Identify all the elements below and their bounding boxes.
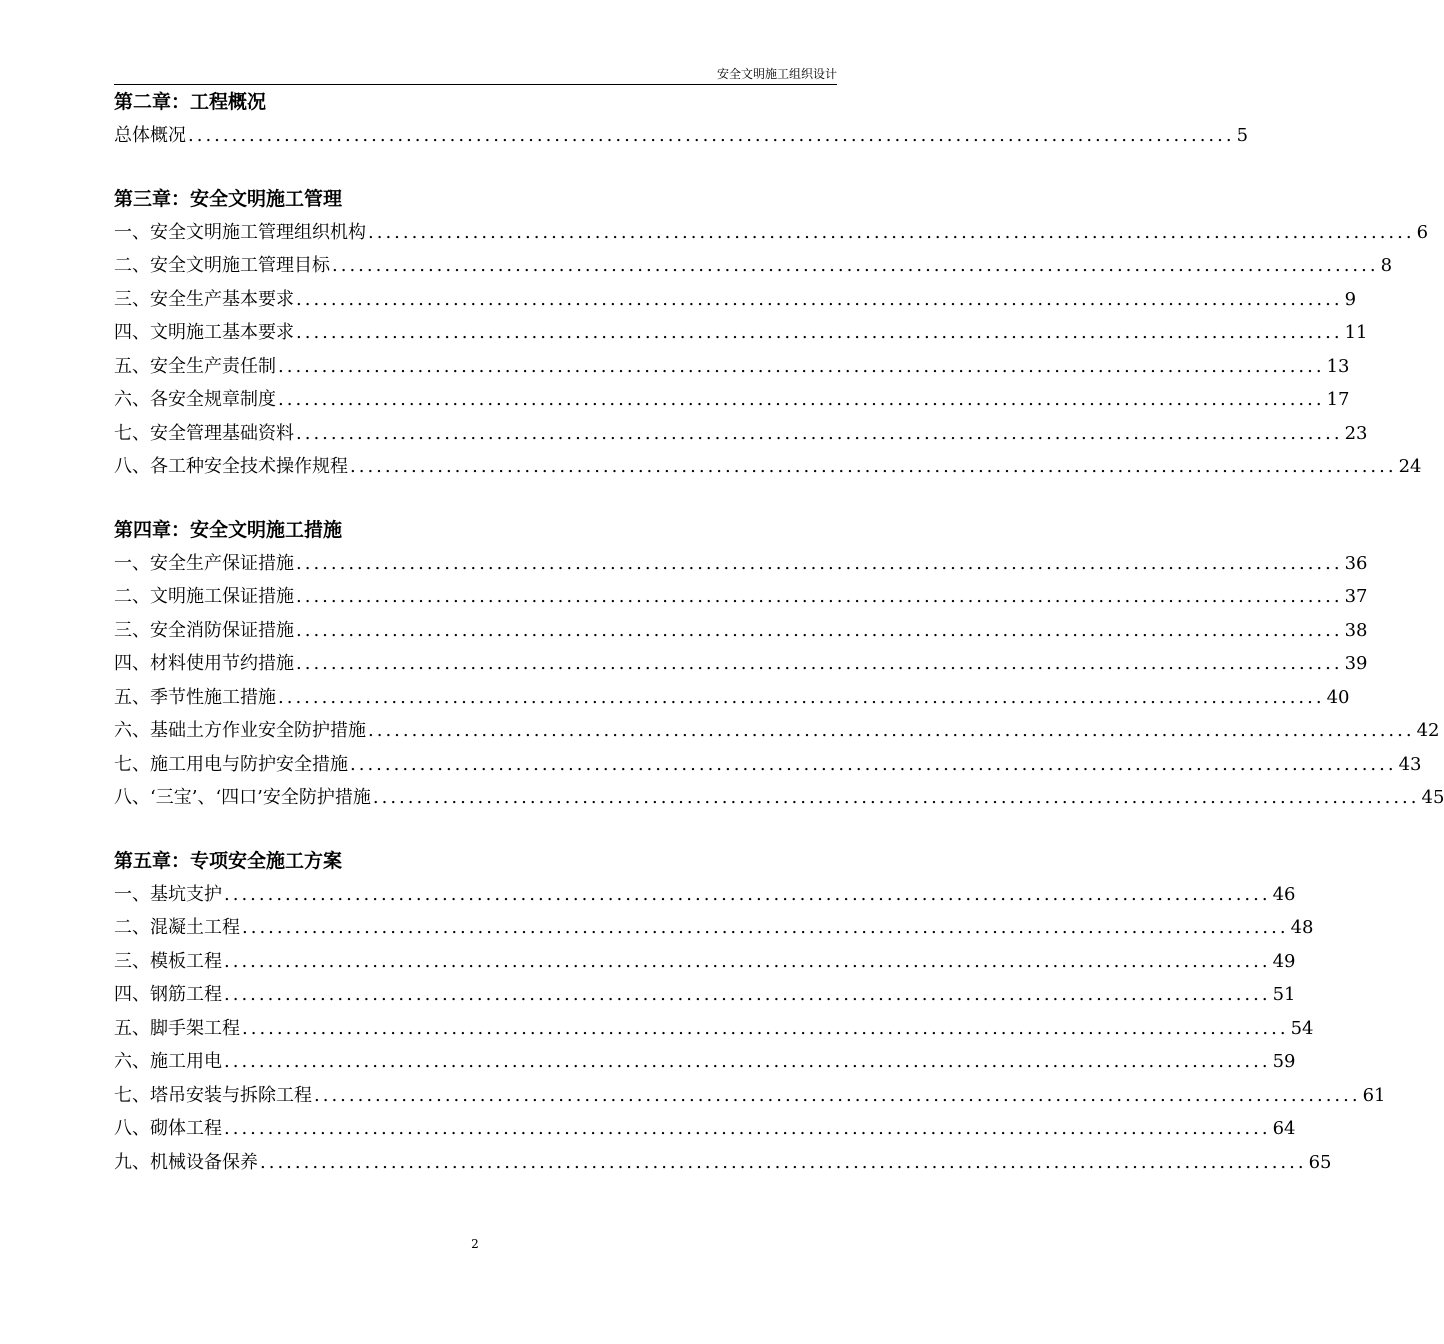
toc-entry[interactable] <box>114 1112 1296 1146</box>
toc-chapter <box>114 514 1444 815</box>
toc-entry-page: 11 <box>1344 322 1368 343</box>
toc-entry-page: 45 <box>1421 787 1444 808</box>
toc-entry[interactable] <box>114 781 1444 815</box>
dot-leader: ........................................................................................................................ <box>296 552 1343 574</box>
toc-entry[interactable] <box>114 450 1422 484</box>
chapter-heading[interactable]: 第四章：安全文明施工措施 <box>114 518 343 541</box>
toc-entry-page: 8 <box>1380 255 1393 276</box>
toc-entry[interactable] <box>114 945 1296 979</box>
toc-entry-title: 总体概况 <box>114 125 186 146</box>
dot-leader: ........................................................................................................................ <box>314 1084 1361 1106</box>
page-footer <box>0 1236 950 1252</box>
dot-leader: ........................................................................................................................ <box>296 653 1343 674</box>
toc-entry[interactable] <box>114 383 1350 417</box>
toc-entry-title: 四、钢筋工程 <box>114 984 222 1005</box>
toc-chapter <box>114 183 1429 484</box>
table-of-contents <box>114 86 1444 1179</box>
toc-entry-page: 5 <box>1236 125 1249 146</box>
chapter-heading[interactable]: 第五章：专项安全施工方案 <box>114 849 343 872</box>
toc-entry-title: 七、塔吊安装与拆除工程 <box>114 1084 312 1106</box>
toc-entry[interactable] <box>114 911 1314 945</box>
dot-leader: ........................................................................................................................ <box>224 1118 1271 1139</box>
toc-entry-page: 51 <box>1272 984 1296 1005</box>
dot-leader: ........................................................................................................................ <box>296 288 1343 310</box>
toc-entry[interactable] <box>114 316 1368 350</box>
dot-leader: ........................................................................................................................ <box>278 389 1325 410</box>
running-header-title: 安全文明施工组织设计 <box>716 67 837 81</box>
toc-entry[interactable] <box>114 547 1368 581</box>
toc-entry[interactable] <box>114 249 1393 283</box>
toc-entry[interactable] <box>114 216 1429 250</box>
toc-entry-title: 七、安全管理基础资料 <box>114 422 294 444</box>
toc-entry-page: 13 <box>1326 355 1350 377</box>
toc-entry-page: 40 <box>1326 686 1350 708</box>
toc-entry[interactable] <box>114 647 1368 681</box>
dot-leader: ........................................................................................................................ <box>224 883 1271 905</box>
toc-entry-page: 64 <box>1272 1118 1296 1139</box>
toc-entry-page: 6 <box>1416 221 1429 243</box>
dot-leader: ........................................................................................................................ <box>296 322 1343 343</box>
toc-entry-page: 17 <box>1326 389 1350 410</box>
toc-entry-title: 一、安全文明施工管理组织机构 <box>114 221 366 243</box>
dot-leader: ........................................................................................................................ <box>296 619 1343 641</box>
toc-entry[interactable] <box>114 119 1249 153</box>
toc-entry-title: 四、文明施工基本要求 <box>114 322 294 343</box>
dot-leader: ........................................................................................................................ <box>260 1151 1307 1173</box>
toc-entry[interactable] <box>114 878 1296 912</box>
dot-leader: ........................................................................................................................ <box>296 422 1343 444</box>
dot-leader: ........................................................................................................................ <box>224 950 1271 972</box>
toc-entry-title: 三、安全生产基本要求 <box>114 288 294 310</box>
dot-leader: ........................................................................................................................ <box>224 1051 1271 1072</box>
toc-entry-page: 65 <box>1308 1151 1332 1173</box>
toc-entry-title: 一、安全生产保证措施 <box>114 552 294 574</box>
toc-entry-page: 48 <box>1290 917 1314 938</box>
toc-entry-page: 43 <box>1398 753 1422 775</box>
dot-leader: ........................................................................................................................ <box>278 355 1325 377</box>
toc-entry-title: 四、材料使用节约措施 <box>114 653 294 674</box>
toc-entry-title: 八、砌体工程 <box>114 1118 222 1139</box>
toc-entry-title: 八、‘三宝’、‘四口’安全防护措施 <box>114 787 371 808</box>
dot-leader: ........................................................................................................................ <box>368 221 1415 243</box>
toc-entry-title: 五、脚手架工程 <box>114 1017 240 1039</box>
toc-entry-page: 61 <box>1362 1084 1386 1106</box>
dot-leader: ........................................................................................................................ <box>332 255 1379 276</box>
toc-entry-page: 54 <box>1290 1017 1314 1039</box>
toc-entry-page: 42 <box>1416 720 1440 741</box>
toc-entry[interactable] <box>114 350 1350 384</box>
toc-entry[interactable] <box>114 748 1422 782</box>
toc-entry-page: 9 <box>1344 288 1357 310</box>
toc-entry-title: 五、季节性施工措施 <box>114 686 276 708</box>
dot-leader: ........................................................................................................................ <box>242 1017 1289 1039</box>
dot-leader: ........................................................................................................................ <box>242 917 1289 938</box>
toc-entry[interactable] <box>114 1146 1332 1180</box>
toc-entry-title: 二、文明施工保证措施 <box>114 586 294 607</box>
chapter-heading[interactable]: 第三章：安全文明施工管理 <box>114 187 343 210</box>
toc-entry-page: 59 <box>1272 1051 1296 1072</box>
toc-entry-title: 二、混凝土工程 <box>114 917 240 938</box>
toc-entry-title: 六、施工用电 <box>114 1051 222 1072</box>
toc-entry[interactable] <box>114 681 1350 715</box>
toc-entry-page: 46 <box>1272 883 1296 905</box>
dot-leader: ........................................................................................................................ <box>188 125 1235 146</box>
toc-entry[interactable] <box>114 978 1296 1012</box>
dot-leader: ........................................................................................................................ <box>278 686 1325 708</box>
toc-entry-title: 六、各安全规章制度 <box>114 389 276 410</box>
toc-entry-title: 二、安全文明施工管理目标 <box>114 255 330 276</box>
running-header <box>114 66 837 85</box>
toc-entry-title: 九、机械设备保养 <box>114 1151 258 1173</box>
toc-entry-page: 49 <box>1272 950 1296 972</box>
toc-entry[interactable] <box>114 580 1368 614</box>
toc-chapter <box>114 845 1386 1180</box>
toc-entry-title: 八、各工种安全技术操作规程 <box>114 456 348 477</box>
toc-entry-title: 三、模板工程 <box>114 950 222 972</box>
dot-leader: ........................................................................................................................ <box>296 586 1343 607</box>
dot-leader: ........................................................................................................................ <box>350 456 1397 477</box>
dot-leader: ........................................................................................................................ <box>372 787 1420 808</box>
toc-entry-page: 37 <box>1344 586 1368 607</box>
dot-leader: ........................................................................................................................ <box>350 753 1397 775</box>
toc-entry-title: 七、施工用电与防护安全措施 <box>114 753 348 775</box>
toc-entry-title: 三、安全消防保证措施 <box>114 619 294 641</box>
dot-leader: ........................................................................................................................ <box>368 720 1415 741</box>
toc-entry-page: 24 <box>1398 456 1422 477</box>
toc-entry-title: 一、基坑支护 <box>114 883 222 905</box>
dot-leader: ........................................................................................................................ <box>224 984 1271 1005</box>
toc-entry-page: 36 <box>1344 552 1368 574</box>
page-number: 2 <box>471 1237 479 1251</box>
toc-entry[interactable] <box>114 283 1357 317</box>
toc-entry-title: 六、基础土方作业安全防护措施 <box>114 720 366 741</box>
toc-entry[interactable] <box>114 1012 1314 1046</box>
toc-entry[interactable] <box>114 714 1440 748</box>
toc-entry-page: 38 <box>1344 619 1368 641</box>
toc-entry-title: 五、安全生产责任制 <box>114 355 276 377</box>
toc-entry-page: 39 <box>1344 653 1368 674</box>
toc-entry[interactable] <box>114 417 1368 451</box>
toc-entry[interactable] <box>114 614 1368 648</box>
chapter-heading[interactable]: 第二章：工程概况 <box>114 91 267 113</box>
toc-entry-page: 23 <box>1344 422 1368 444</box>
toc-entry[interactable] <box>114 1079 1386 1113</box>
toc-entry[interactable] <box>114 1045 1296 1079</box>
toc-chapter <box>114 86 1249 153</box>
